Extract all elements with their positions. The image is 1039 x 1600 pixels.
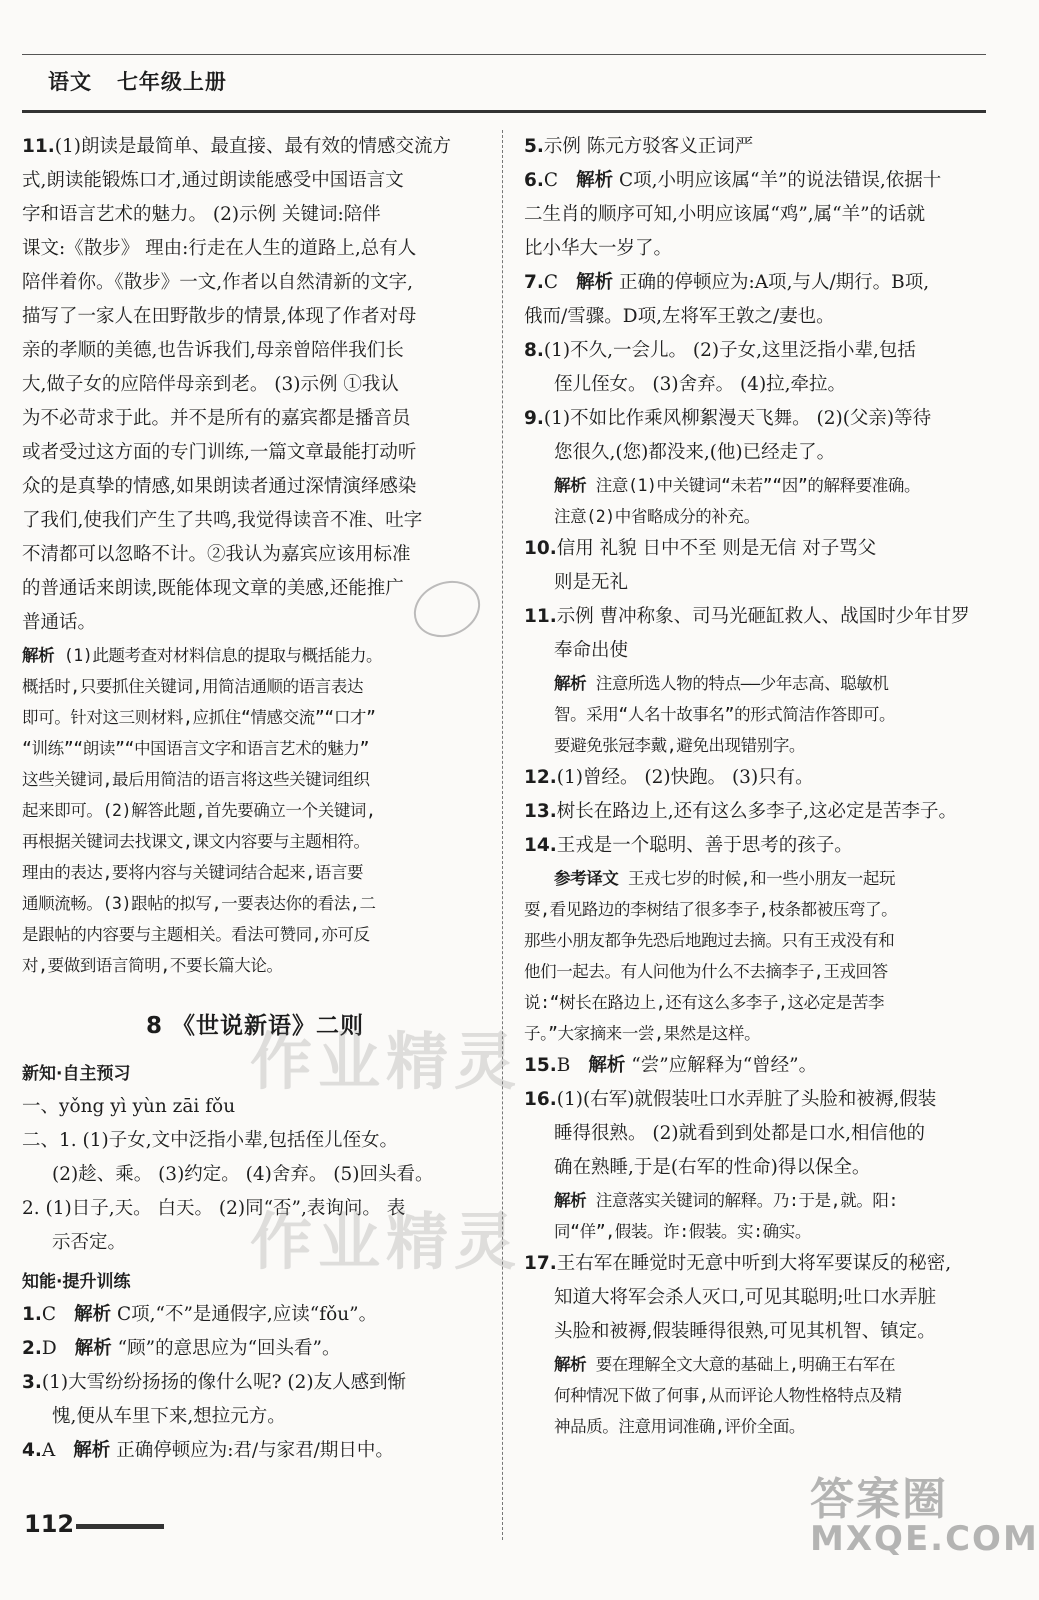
answer-11-right: 11.示例 曹冲称象、司马光砸缸救人、战国时少年甘罗 奉命出使 解析 注意所选人物的特点——少年志高、聪敏机 智。采用“人名十故事名”的形式简洁作答即可。 要避免张冠李戴,避免出现错别字。: [524, 606, 970, 755]
answer-13: 13.树长在路边上,还有这么多李子,这必定是苦李子。: [524, 801, 958, 822]
answer-14: 14.王戎是一个聪明、善于思考的孩子。 参考译文 王戎七岁的时候,和一些小朋友一起玩 耍,看见路边的李树结了很多李子,枝条都被压弯了。 那些小朋友都争先恐后地跑过去摘。只有王戎没有和 他们一起去。有人问他为什么不去摘李子,王戎回答 说:“树长在路边上,还有这么多李子,这必定是苦李 子。”大家摘来一尝,果然是这样。: [524, 835, 898, 1043]
answer-8: 8.(1)不久,一会儿。 (2)子女,这里泛指小辈,包括 侄儿侄女。 (3)舍弃。 (4)拉,牵拉。: [524, 340, 916, 395]
explanation-block: 解析 (1)此题考查对材料信息的提取与概括能力。 概括时,只要抓住关键词,用简洁通顺的语言表达 即可。针对这三则材料,应抓住“情感交流”“口才” “训练”“朗读”“中国语言文字和语言艺术的魅力” 这些关键词,最后用简洁的语言将这些关键词组织 起来即可。(2)解答此题,首先要确立一个关键词, 再根据关键词去找课文,课文内容要与主题相符。 理由的表达,要将内容与关键词结合起来,语言要 通顺流畅。(3)跟帖的拟写,一要表达你的看法,二 是跟帖的内容要与主题相关。看法可赞同,亦可反 对,要做到语言简明,不要长篇大论。: [22, 646, 383, 975]
question-number: 11.: [22, 136, 55, 157]
header-top-rule: [22, 54, 986, 55]
header-title: [48, 66, 227, 96]
answer-6: 6.C 解析 C项,小明应该属“羊”的说法错误,依据十 二生肖的顺序可知,小明应该属“鸡”,属“羊”的话就 比小华大一岁了。: [524, 170, 942, 259]
left-column: [22, 130, 488, 1468]
preview-section: 新知·自主预习 一、yǒng yì yùn zāi fǒu 二、1. (1)子女,文中泛指小辈,包括侄儿侄女。 (2)趁、乘。 (3)约定。 (4)舍弃。 (5)回头看。 2. (1)日子,天。 白天。 (2)同“否”,表询问。 表 示否定。: [22, 1058, 488, 1260]
answer-5: 5.示例 陈元方驳客义正词严: [524, 136, 754, 157]
answer-9: 9.(1)不如比作乘风柳絮漫天飞舞。 (2)(父亲)等待 您很久,(您)都没来,(他)已经走了。 解析 注意(1)中关键词“未若”“因”的解释要准确。 注意(2)中省略成分的补充。: [524, 408, 932, 526]
section-title: 8 《世说新语》二则: [145, 1013, 364, 1039]
answer-12: 12.(1)曾经。 (2)快跑。 (3)只有。: [524, 767, 814, 788]
preview-heading: 新知·自主预习: [22, 1064, 131, 1084]
grade-label: 七年级上册: [116, 70, 227, 94]
answer-16: 16.(1)(右军)就假装吐口水弄脏了头脸和被褥,假装 睡得很熟。 (2)就看到到处都是口水,相信他的 确在熟睡,于是(右军的性命)得以保全。 解析 注意落实关键词的解释。乃:于是,就。阳: 同“佯”,假装。诈:假装。实:确实。: [524, 1089, 937, 1241]
page-number: 112: [24, 1510, 75, 1538]
answer-7: 7.C 解析 正确的停顿应为:A项,与人/期行。B项, 俄而/雪骤。D项,左将军王敦之/妻也。: [524, 272, 930, 327]
page-number-bar: [76, 1524, 164, 1529]
subject-label: 语文: [48, 70, 92, 94]
answer-15: 15.B 解析 “尝”应解释为“曾经”。: [524, 1055, 818, 1076]
answer-17: 17.王右军在睡觉时无意中听到大将军要谋反的秘密, 知道大将军会杀人灭口,可见其聪明;吐口水弄脏 头脸和被褥,假装睡得很熟,可见其机智、镇定。 解析 要在理解全文大意的基础上,明确王右军在 何种情况下做了何事,从而评论人物性格特点及精 神品质。注意用词准确,评价全面。: [524, 1253, 952, 1436]
answer-10: 10.信用 礼貌 日中不至 则是无信 对子骂父 则是无礼: [524, 538, 877, 593]
watermark-text: 作业精灵: [250, 1205, 523, 1278]
training-section: 知能·提升训练 1.C 解析 C项,“不”是通假字,应读“fǒu”。 2.D 解析 “顾”的意思应为“回头看”。 3.(1)大雪纷纷扬扬的像什么呢? (2)友人感到惭 愧,便从车里下来,想拉元方。 4.A 解析 正确停顿应为:君/与家君/期日中。: [22, 1266, 488, 1468]
explanation-tag: 解析: [22, 646, 55, 665]
answer-11-left: 11.(1)朗读是最简单、最直接、最有效的情感交流方 式,朗读能锻炼口才,通过朗读能感受中国语言文 字和语言艺术的魅力。 (2)示例 关键词:陪伴 课文:《散步》 理由:行走在人生的道路上,总有人 陪伴着你。《散步》一文,作者以自然清新的文字, 描写了一家人在田野散步的情景,体现了作者对母 亲的孝顺的美德,也告诉我们,母亲曾陪伴我们长 大,做子女的应陪伴母亲到老。 (3)示例 ①我认 为不必苛求于此。并不是所有的嘉宾都是播音员 或者受过这方面的专门训练,一篇文章最能打动听 众的是真挚的情感,如果朗读者通过深情演绎感染 了我们,使我们产生了共鸣,我觉得读音不准、吐字 不清都可以忽略不计。②我认为嘉宾应该用标准 的普通话来朗读,既能体现文章的美感,还能推广 普通话。 解析 (1)此题考查对材料信息的提取与概括能力。 概括时,只要抓住关键词,用简洁通顺的语言表达 即可。针对这三则材料,应抓住“情感交流”“口才” “训练”“朗读”“中国语言文字和语言艺术的魅力” 这些关键词,最后用简洁的语言将这些关键词组织 起来即可。(2)解答此题,首先要确立一个关键词, 再根据关键词去找课文,课文内容要与主题相符。 理由的表达,要将内容与关键词结合起来,语言要 通顺流畅。(3)跟帖的拟写,一要表达你的看法,二 是跟帖的内容要与主题相关。看法可赞同,亦可反 对,要做到语言简明,不要长篇大论。: [22, 130, 488, 981]
training-heading: 知能·提升训练: [22, 1272, 131, 1292]
right-column: [524, 130, 984, 1442]
column-divider: [502, 130, 503, 1540]
corner-watermark-logo: 答案圈 MXQE.COM: [810, 1474, 1039, 1559]
header-bottom-rule: [22, 110, 986, 113]
watermark-text: 作业精灵: [250, 1025, 523, 1098]
